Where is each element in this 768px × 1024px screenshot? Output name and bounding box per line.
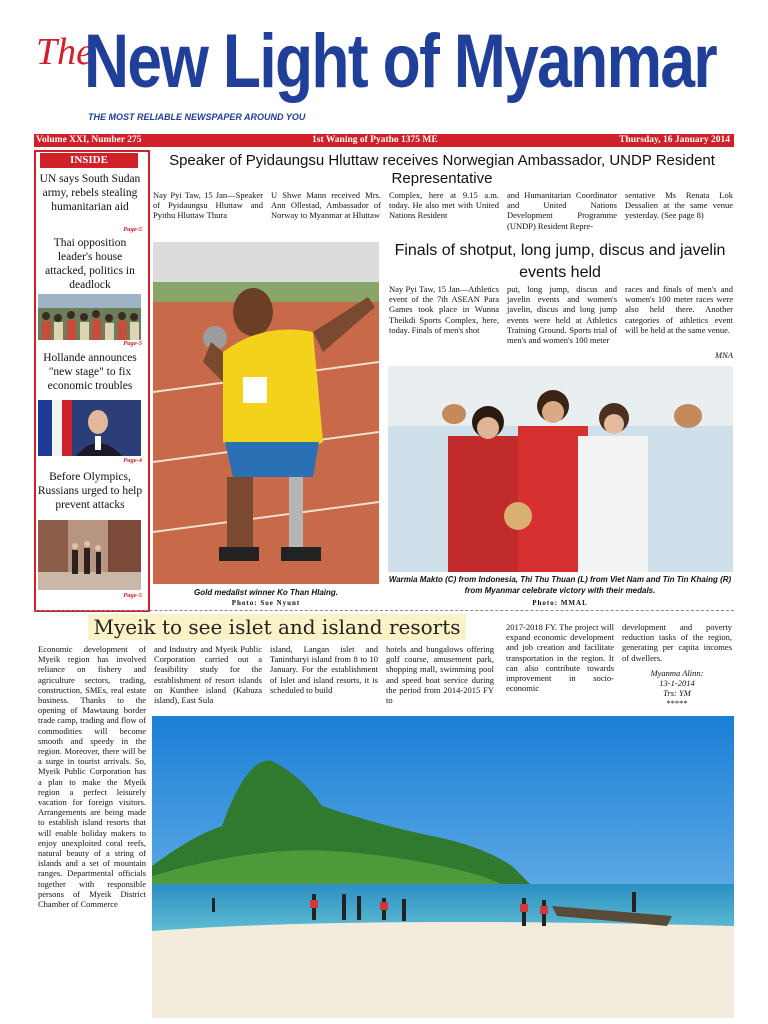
- inside-item-1[interactable]: UN says South Sudan army, rebels stealing humanitarian aid: [39, 173, 141, 213]
- inside-item-2-page: Page-5: [123, 340, 142, 347]
- athletics-col-2: put, long jump, discus and javelin events and women's javelin, discus and long jump events were held at Athletics Training Ground. Sports trial of men's and women's 100 meter: [507, 284, 617, 346]
- shotput-caption: Gold medalist winner Ko Than Hlaing.: [193, 588, 338, 597]
- athletics-source: MNA: [715, 350, 733, 360]
- myeik-col-2: and Industry and Myeik Public Corporation carried out a feasibility study for the establishment of resort islands on Kunthee island (Kabuza island), East Sula: [154, 644, 262, 706]
- myeik-byline: [622, 668, 732, 708]
- inside-item-3-page: Page-4: [123, 457, 142, 464]
- masthead-title: New Light of Myanmar: [84, 19, 717, 104]
- shotput-athlete-image: [153, 242, 379, 584]
- inside-photo-crowd: [38, 294, 141, 340]
- medalists-photo-credit: Photo: MMAL: [532, 599, 588, 607]
- medalists-image: [388, 366, 733, 572]
- russia-street-photo: [38, 520, 141, 590]
- hollande-photo: [38, 400, 141, 456]
- speaker-col-5: sentative Ms Renata Lok Dessalien at the same venue yesterday. (See page 8): [625, 190, 733, 221]
- speaker-col-3: Complex, here at 9.15 a.m. today. He also met with United Nations Resident: [389, 190, 499, 221]
- island-beach-image: [152, 716, 734, 1018]
- shotput-photo: [153, 242, 379, 584]
- myeik-col-6: development and poverty reduction tasks of the region, generating per capita incomes of dwellers.: [622, 622, 732, 663]
- myeik-end-stars: *****: [666, 698, 688, 708]
- athletics-headline: Finals of shotput, long jump, discus and javelin events held: [394, 242, 726, 281]
- shotput-photo-credit: Photo: Soe Nyunt: [231, 599, 301, 607]
- inside-item-1-page: Page-5: [123, 226, 142, 233]
- inside-item-3[interactable]: Hollande announces "new stage" to fix economic troubles: [43, 352, 137, 392]
- volume-number: Volume XXI, Number 275: [36, 135, 142, 145]
- lunar-date: 1st Waning of Pyatho 1375 ME: [312, 135, 438, 145]
- island-beach-photo: [152, 716, 734, 1018]
- athletics-col-1: Nay Pyi Taw, 15 Jan—Athletics event of the 7th ASEAN Para Games took place in Wunna Theikdi Sports Complex, here, today. Finals of men's shot: [389, 284, 499, 335]
- inside-photo-hollande: [38, 400, 141, 456]
- inside-title: INSIDE: [40, 153, 138, 168]
- masthead-tagline: THE MOST RELIABLE NEWSPAPER AROUND YOU: [88, 112, 306, 122]
- crowd-photo: [38, 294, 141, 340]
- medalists-photo: [388, 366, 733, 572]
- myeik-col-5: 2017-2018 FY. The project will expand economic development and job creation and facilitate transportation in the region. It can also contribute towards improvement in socio-economic: [506, 622, 614, 694]
- myeik-col-1: Economic development of Myeik region has involved reliance on fishery and agriculture sectors, trading, construction, SMEs, real estate business. Thanks to the opening of Mawtaung border trade camp, trading and flow of commodities will become smooth and speedy in the region. Moreover, there will be a surge in tourist arrivals. So, Myeik Public Corporation has a plan to make the Myeik region a perfect leisurely vacation for foreign visitors. Arrangements are being made to establish island resorts that will enable holiday makers to enjoy unexploited coral reefs, natural beauty of a string of islands and a set of mountain ranges. Departmental officials together with responsible persons of Myeik District Chamber of Commerce: [38, 644, 146, 910]
- myeik-headline: Myeik to see islet and island resorts: [88, 614, 466, 640]
- issue-info-bar: [34, 134, 734, 147]
- masthead-the: The: [36, 31, 93, 73]
- inside-item-2[interactable]: Thai opposition leader's house attacked, politics in deadlock: [45, 237, 135, 291]
- issue-date: Thursday, 16 January 2014: [619, 135, 730, 145]
- myeik-col-4: hotels and bungalows offering golf course, amusement park, shopping mall, swimming pool and speed boat service during the period from 2014-2015 FY to: [386, 644, 494, 706]
- medalists-caption: Warmia Makto (C) from Indonesia, Thi Thu Thuan (L) from Viet Nam and Tin Tin Khaing (R) from Myanmar celebrate victory with their medals.: [388, 575, 732, 595]
- inside-photo-russia: [38, 520, 141, 590]
- speaker-col-2: U Shwe Mann received Mrs. Ann Ollestad, Ambassador of Norway to Myanmar at Hluttaw: [271, 190, 381, 221]
- myeik-byline-date: 13-1-2014: [659, 678, 695, 688]
- athletics-col-3: races and finals of men's and women's 100 meter races were also held there. Another categories of athletics event will be held at the same venue.: [625, 284, 733, 335]
- myeik-byline-translator: Trs: YM: [663, 688, 691, 698]
- inside-item-4-page: Page-5: [123, 592, 142, 599]
- inside-item-4[interactable]: Before Olympics, Russians urged to help prevent attacks: [37, 471, 143, 511]
- speaker-col-4: and Humanitarian Coordinator and United Nations Development Programme (UNDP) Resident Repre-: [507, 190, 617, 231]
- myeik-byline-source: Myanma Alinn:: [650, 668, 704, 678]
- myeik-col-3: island, Langan islet and Tanintharyi island from 8 to 10 January. For the establishment of Islet and island resorts, it is scheduled to build: [270, 644, 378, 695]
- speaker-col-1: Nay Pyi Taw, 15 Jan—Speaker of Pyidaungsu Hluttaw and Pyithu Hluttaw Thura: [153, 190, 263, 221]
- speaker-headline: Speaker of Pyidaungsu Hluttaw receives Norwegian Ambassador, UNDP Resident Representative: [169, 152, 715, 187]
